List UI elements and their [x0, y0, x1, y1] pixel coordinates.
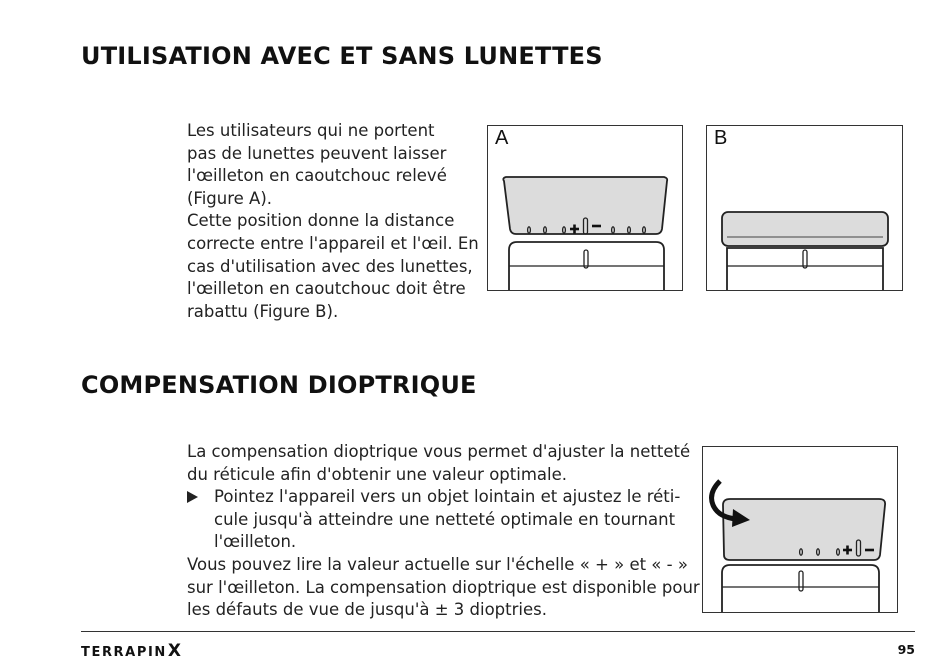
- brand-name: TERRAPIN: [81, 645, 167, 660]
- figure-b-eyecup-folded: [706, 125, 903, 291]
- bullet-line: cule jusqu'à atteindre une netteté optimale en tournant: [214, 509, 676, 529]
- figure-diopter-rotation: [702, 446, 898, 613]
- page-number: 95: [897, 642, 915, 657]
- paragraph-line: Cette position donne la distance: [187, 211, 455, 231]
- brand-suffix: X: [167, 641, 181, 661]
- bullet-triangle-icon: [187, 491, 198, 503]
- eyecup-raised-illustration: [488, 126, 683, 291]
- paragraph-line: pas de lunettes peuvent laisser: [187, 143, 447, 163]
- figure-a-label: A: [495, 127, 509, 149]
- diopter-paragraph: [187, 441, 700, 622]
- paragraph-line: sur l'œilleton. La compensation dioptrique est disponible pour: [187, 577, 700, 597]
- paragraph-line: correcte entre l'appareil et l'œil. En: [187, 233, 479, 253]
- eyecup-folded-illustration: [707, 126, 903, 291]
- figure-a-eyecup-raised: [487, 125, 683, 291]
- section-title-eyeglasses: UTILISATION AVEC ET SANS LUNETTES: [81, 42, 603, 70]
- paragraph-line: l'œilleton en caoutchouc relevé: [187, 166, 447, 186]
- section-title-diopter: COMPENSATION DIOPTRIQUE: [81, 371, 477, 399]
- instruction-bullet: [187, 486, 700, 554]
- bullet-line: Pointez l'appareil vers un objet lointain et ajustez le réti-: [214, 487, 681, 507]
- paragraph-line: du réticule afin d'obtenir une valeur optimale.: [187, 464, 567, 484]
- paragraph-line: Vous pouvez lire la valeur actuelle sur l'échelle « + » et « - »: [187, 554, 688, 574]
- paragraph-line: (Figure A).: [187, 188, 273, 208]
- paragraph-line: cas d'utilisation avec des lunettes,: [187, 256, 473, 276]
- paragraph-line: Les utilisateurs qui ne portent: [187, 121, 435, 140]
- footer-divider: [81, 631, 915, 632]
- paragraph-line: rabattu (Figure B).: [187, 301, 339, 321]
- paragraph-line: l'œilleton en caoutchouc doit être: [187, 279, 466, 299]
- figure-b-label: B: [714, 127, 728, 149]
- brand-logo: [81, 641, 181, 661]
- diopter-rotation-illustration: [703, 447, 898, 613]
- bullet-line: l'œilleton.: [214, 532, 297, 552]
- paragraph-line: les défauts de vue de jusqu'à ± 3 dioptries.: [187, 600, 547, 620]
- eyeglasses-paragraph: [187, 120, 479, 323]
- paragraph-line: La compensation dioptrique vous permet d'ajuster la netteté: [187, 442, 691, 461]
